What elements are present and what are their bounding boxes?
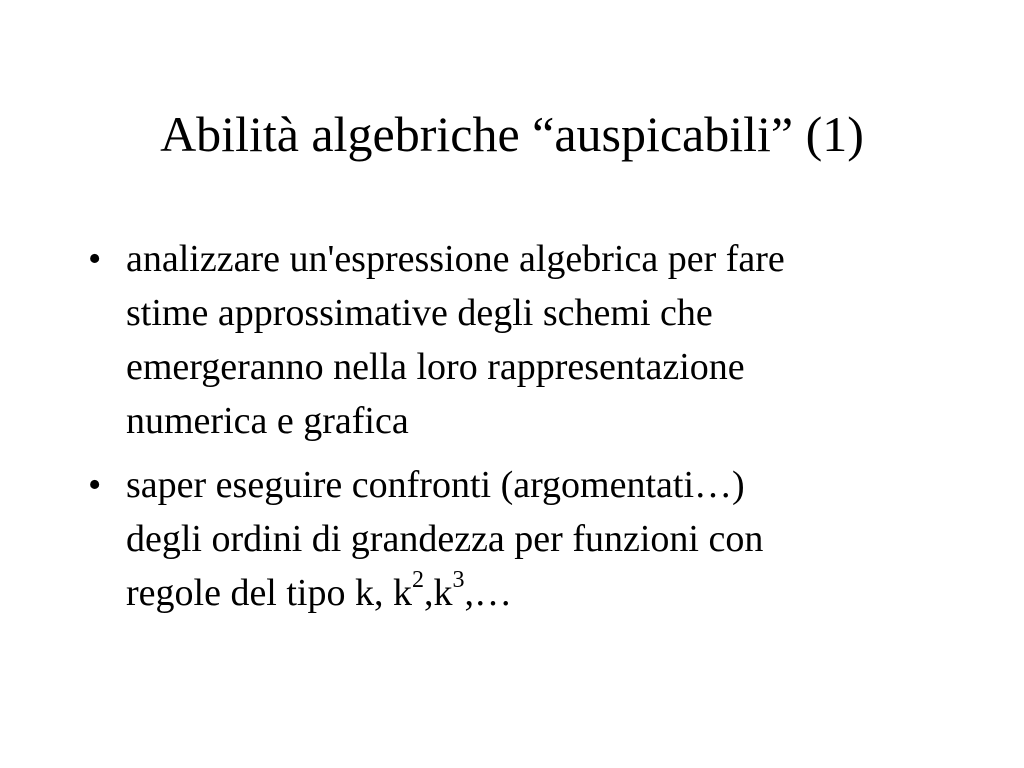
bullet-text-line: stime approssimative degli schemi che [126,292,713,334]
exponent-superscript: 2 [411,567,424,594]
bullet-icon: • [88,464,102,506]
bullet-text-line: analizzare un'espressione algebrica per fare [126,238,785,280]
exponent-superscript: 3 [452,567,465,594]
bullet-list [88,232,968,630]
slide-title: Abilità algebriche “auspicabili” (1) [160,106,864,162]
bullet-icon: • [88,238,102,280]
bullet-text-segment: ,k [423,572,453,614]
bullet-item [88,458,968,620]
bullet-item [88,232,968,448]
bullet-text-line: degli ordini di grandezza per funzioni con [126,518,764,560]
bullet-text-segment: regole del tipo k, k [126,572,412,614]
bullet-text-line: numerica e grafica [126,400,409,442]
bullet-text-line: emergeranno nella loro rappresentazione [126,346,745,388]
bullet-text-segment: ,… [464,572,512,614]
bullet-text-line: saper eseguire confronti (argomentati…) [126,464,745,506]
bullet-text-line-with-exponents [126,566,968,620]
